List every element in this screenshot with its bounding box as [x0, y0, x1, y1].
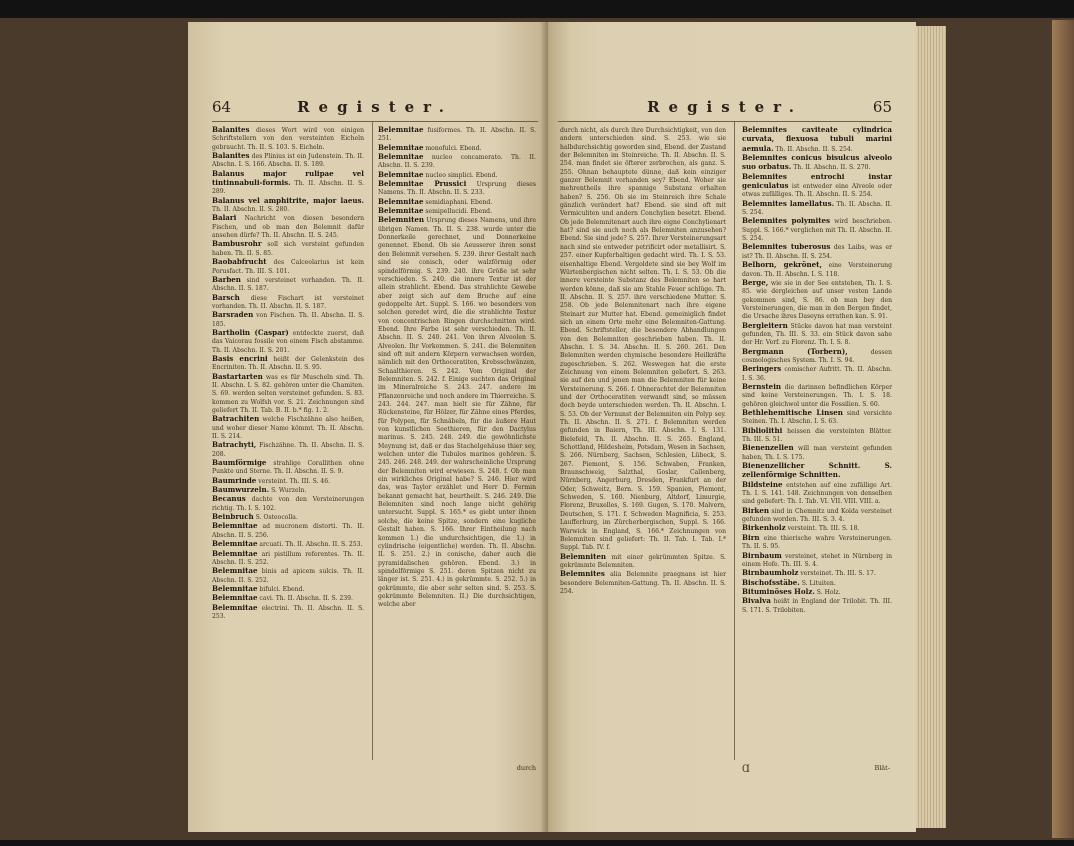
entry-text: eine Versteinerung davon. Th. II. Abschn. I. S. 118.	[742, 262, 892, 278]
entry-headword: Bituminöses Holz.	[742, 586, 815, 596]
entry-headword: Belemnitae	[212, 521, 258, 531]
index-column-left-2	[378, 126, 536, 610]
entry-text: mit einer gekrümmten Spitze. S. gekrümmte Belemniten.	[560, 553, 726, 569]
left-page-header	[212, 98, 538, 122]
entry-text: binis ad apicem sulcis. Th. II. Abschn. II. S. 252.	[212, 568, 364, 584]
index-entry	[212, 459, 364, 477]
index-entry	[742, 524, 892, 533]
entry-headword: Belemnites lamellatus.	[742, 198, 835, 208]
entry-headword: Birkenholz	[742, 523, 786, 533]
entry-headword: Belemnitae	[212, 593, 258, 603]
entry-headword: Basis encrini	[212, 353, 268, 363]
index-entry	[212, 567, 364, 585]
entry-headword: Bernstein	[742, 381, 782, 391]
entry-headword: Bienenzellicher Schnitt. S. zellenförmige Schnitten.	[742, 461, 892, 480]
entry-text: electrini. Th. II. Abschn. II. S. 253.	[212, 604, 364, 620]
index-column-right-2	[742, 126, 892, 615]
entry-text: heissen die versteinten Blätter. Th. III. S. 51.	[742, 427, 892, 444]
index-entry	[212, 550, 364, 568]
entry-text: heißt in England der Trilobit. Th. III. S. 171. S. Trilobiten.	[742, 598, 892, 614]
index-entry	[378, 126, 536, 144]
index-entry	[742, 154, 892, 173]
entry-text: sind in Chemnitz und Kolda versteinet gefunden worden. Th. III. S. 3. 4.	[742, 507, 892, 524]
index-entry	[742, 597, 892, 615]
index-entry	[212, 276, 364, 294]
index-entry	[212, 373, 364, 416]
entry-text: versteint. Th. III. S. 18.	[787, 525, 860, 533]
index-entry	[212, 197, 364, 215]
entry-text: nucleo simplici. Ebend.	[425, 171, 498, 179]
entry-headword: Beinbruch	[212, 512, 254, 522]
entry-headword: Baumrinde	[212, 475, 257, 485]
entry-headword: Batrachyti,	[212, 440, 257, 450]
entry-text: ad mucronem distorti. Th. II. Abschn. II. S. 256.	[212, 523, 365, 539]
entry-headword: Birken	[742, 505, 770, 515]
entry-text: Fischzähne. Th. II. Abschn. II. S. 208.	[212, 442, 365, 458]
header-rule	[558, 121, 892, 122]
running-head: Register.	[647, 98, 803, 116]
entry-text: durch nicht, als durch ihre Durchsichtigkeit, von den andern unterschieden sind. S. 253. wie sie halbdurchsichtig geworden sind, Ebend. der Zustand der Belemniten im Steinreiche. Th. II. Abschn. II. S. 254. man findet sie öfterer zerbrochen, als ganz. S. 255. Ohnan behauptete dünne, daß kein einziger ganzer Belemnit vorhanden sey? Ebend. Woher sie mehrentheils ihre spannige Substanz erhalten haben? S. 256. Ob sie im Steinreich ihre Schale gänzlich verändert hat? Ebend. sie sind oft mit Vermiculiten und andern Conchylien besetzt. Ebend. Ob jede Belemnitenart auch ihre eigne Conchylienart hat? sind sie auch noch als Belemniten anzusehen? Ebend. Sie sind jede? S. 257. Ihrer Versteinerungsart nach sind sie entweder petrificirt oder metallisirt. S. 257. einer Kupferhaltigen gedacht wird. Th. I. S. 53. eisenhaltige Ebend. Vergoldete sind sie bey Wolf im Würtenbergischen nicht selten. Th. I. S. 53. Ob die innere versteinte Substanz des Belemniten so hart werden könne, daß sie am Stahle Feuer schlüge. Th. II. Abschn. II. S. 257. ihre verschiedene Mutter. S. 258. Ob jede Belemnitenart nach ihre eigene Steinart zur Mutter hat. Ebend. gemeiniglich findet sich an einem Orte mehr eine Belemniten-Gattung. Ebend. Schriftsteller, die besondere Abhandlungen von den Belemniten geschrieben haben. Th. II. Abschn. I. S. 34. Abschn. II. S. 260. 261. Den Belemniten werden chymische besondere Heilkräfte zugeschrieben. S. 262. Weswegen hat die erste Zeichnung von einem Belemniten geliefert. S. 263. sie auf den und jenen man die Belemniten für keine Versteinerung. S. 266. f. Ohnerachtet der Belemniten und der Orthoceratiten verwandt sind, so müssen doch beyde unterschieden werden. Th. II. Abschn. I. S. 53. Ob der Vernunst der Belemniten ein Polyp sey. Th. II. Abschn. II. S. 271. f. Belemniten werden gefunden in Baiern, Th. III. Abschn. I. S. 131. Bielefeld, Th. II. Abschn. II. S. 265. England, Schottland, Hildesheim, Potsdam, Wesen in Sachsen, S. 266. Nürnberg, Sachsen, Schlesien, Lübeck, S. 267. Piemont, S. 156. Schwaben, Franken, Braunschweig, Salzthal, Goslar, Callenberg, Nürnberg, Angerburg, Dresden, Frankfurt an der Oder, Schweitz, Bern. S. 159. Spanien, Piemont, Schweden, S. 160. Nienburg, Altdorf, Limurgie, Florenz, Bruxelles, S. 169. Gugen, S. 170. Malvern, Deutschen, S. 171. f. Schweden Magnificia, S. 253. Laufferburg, im Zürcherbergischen, Suppl. S. 166. Warwick in England, S. 166.* Zeichnungen von Belemniten sind geliefert: Th. II. Tab. I. Tab. I.* Suppl. Tab. IV. f.	[560, 127, 726, 552]
entry-headword: Barsraden	[212, 310, 254, 320]
entry-headword: Beringers	[742, 364, 782, 374]
entry-headword: Belemnitae	[378, 152, 424, 162]
entry-text: sind versteinet vorhanden. Th. II. Abschn. II. S. 187.	[212, 276, 364, 293]
index-entry	[212, 214, 364, 240]
index-entry	[212, 355, 364, 373]
entry-headword: Barsch	[212, 292, 240, 302]
entry-headword: Barben	[212, 274, 241, 284]
entry-text: fusiformes. Th. II. Abschn. II. S. 251.	[378, 127, 537, 143]
index-entry	[212, 441, 364, 459]
entry-headword: Birn	[742, 532, 760, 542]
entry-headword: Balari	[212, 213, 237, 223]
index-entry	[212, 415, 364, 441]
entry-text: S. Holz.	[816, 588, 841, 596]
index-entry	[212, 152, 364, 170]
index-entry	[742, 552, 892, 570]
page-number: 64	[212, 98, 232, 116]
entry-text: versteint. Th. III. S. 46.	[258, 477, 331, 485]
page-number: 65	[872, 98, 892, 116]
entry-text: Ursprung dieses Namens. Th. II. Abschn. II. S. 233.	[378, 181, 537, 197]
entry-text: dachte von den Versteinerungen richtig. Th. I. S. 102.	[212, 496, 365, 512]
entry-headword: Belemnites conicus bisulcus alveolo suo orbatus.	[742, 153, 892, 172]
index-entry	[212, 329, 364, 355]
entry-text: des Calceolarius ist kein Porusfact. Th. III. S. 101.	[212, 259, 364, 275]
index-entry	[212, 240, 364, 258]
entry-text: wird beschrieben. Suppl. S. 166.* verglichen mit Th. II. Abschn. II. S. 254.	[742, 218, 893, 243]
entry-headword: Belemnites tuberosus	[742, 242, 831, 252]
index-entry	[742, 462, 892, 481]
index-entry	[742, 322, 892, 348]
index-entry	[560, 570, 726, 596]
entry-headword: Belemnites	[560, 569, 605, 579]
index-entry	[378, 216, 536, 609]
entry-headword: Belemnitae	[212, 539, 258, 549]
index-entry	[212, 311, 364, 329]
entry-headword: Belemnites polymites	[742, 216, 830, 226]
entry-text: diese Fischart ist versteinet vorhanden. Th. II. Abschn. II. S. 187.	[212, 294, 364, 310]
index-entry	[742, 365, 892, 383]
index-entry	[742, 279, 892, 322]
entry-text: versteinet, stehet in Nürnberg in einem Hofe. Th. III. S. 4.	[742, 552, 892, 568]
entry-headword: Birnbaum	[742, 550, 782, 560]
index-entry	[742, 126, 892, 154]
entry-text: semidiaphani. Ebend.	[425, 198, 493, 206]
entry-headword: Belemnitae	[378, 125, 424, 134]
index-entry	[212, 170, 364, 197]
entry-text: S. Osteocolla.	[255, 514, 298, 522]
entry-headword: Belemniten	[378, 215, 425, 225]
index-entry	[212, 604, 364, 622]
entry-text: monofulci. Ebend.	[425, 144, 482, 152]
index-entry	[560, 553, 726, 571]
entry-text: comischer Aufritt. Th. II. Abschn. I. S. 36.	[742, 366, 892, 382]
entry-text: S. Wurzeln.	[271, 487, 307, 495]
header-rule	[212, 121, 538, 122]
entry-text: arcuati. Th. II. Abschn. II. S. 253.	[259, 541, 363, 549]
left-page	[188, 22, 548, 832]
index-entry	[742, 173, 892, 200]
catchword: Blät-	[874, 764, 890, 772]
entry-text: des Laibs, was er ist? Th. II. Abschn. II. S. 254.	[742, 244, 892, 260]
entry-text: eine thierische wahre Versteinerungen. Th. II. S. 95.	[742, 534, 892, 551]
entry-text: strahlige Corallithen ohne Punkte und Sterne. Th. II. Abschn. II. S. 9.	[212, 460, 364, 476]
entry-text: Th. II. Abschn. II. S. 254.	[775, 145, 853, 153]
entry-headword: Bambusrohr	[212, 239, 262, 249]
book-cover-edge	[1052, 20, 1074, 838]
index-entry	[212, 126, 364, 152]
entry-headword: Becanus	[212, 494, 246, 504]
entry-headword: Belemnites entrochi instar geniculatus	[742, 171, 892, 191]
index-entry	[742, 507, 892, 525]
entry-text: versteinet. Th. III. S. 17.	[800, 570, 876, 578]
entry-headword: Belemnitae	[378, 206, 424, 216]
index-entry	[742, 534, 892, 552]
entry-headword: Belemnitae	[212, 548, 258, 558]
entry-headword: Bivalva	[742, 596, 771, 606]
entry-headword: Bethlehemitische Linsen	[742, 408, 843, 417]
entry-text: welche Fischzähne also heißen, und woher dieser Name kömmt. Th. II. Abschn. II. S. 214.	[212, 416, 364, 441]
right-page	[548, 22, 916, 832]
entry-text: wie sie in der See entstehen, Th. I. S. 85. wie dergleichen auf unser vesten Lande gekommen sind, S. 86. ob man bey den Versteinerungen, die man in den Bergen findet, die Ursache ihres Daseyns errathen kan. S. 91.	[742, 279, 893, 321]
entry-headword: Bergleitern	[742, 320, 788, 330]
entry-text: S. Lituiten.	[801, 579, 836, 587]
index-entry	[742, 383, 892, 409]
entry-text: sind versichte Steinen. Th. I. Abschn. I. S. 63.	[742, 410, 893, 426]
entry-headword: Bildsteine	[742, 479, 783, 489]
entry-text: soll sich versteint gefunden haben. Th. II. S. 85.	[212, 241, 364, 257]
column-rule	[734, 122, 735, 760]
index-entry	[742, 444, 892, 462]
index-entry	[742, 409, 892, 427]
entry-text: Th. II. Abschn. II. S. 289.	[212, 180, 365, 196]
signature-mark: Ɑ	[742, 764, 750, 775]
entry-headword: Belemnitae	[378, 142, 424, 152]
index-entry	[212, 294, 364, 312]
entry-headword: Balanus vel amphitrite, major laeus.	[212, 195, 364, 205]
entry-headword: Belemnitae	[212, 602, 258, 612]
entry-headword: Belemnitae	[212, 566, 258, 576]
entry-headword: Baumwurzeln.	[212, 485, 270, 495]
index-entry	[742, 261, 892, 279]
entry-headword: Bergmann (Torbern),	[742, 346, 848, 356]
entry-text: des Plinius ist ein Judenstein. Th. II. Abschn. I. S. 166. Abschn. II. S. 189.	[212, 153, 364, 169]
index-entry	[742, 427, 892, 445]
entry-text: semipellucidi. Ebend.	[425, 208, 493, 216]
entry-text: alia Belemnite praegnans ist hier besondere Belemniten-Gattung. Th. II. Abschn. II. S. 254.	[560, 571, 726, 595]
entry-headword: Bischofsstäbe.	[742, 577, 800, 587]
entry-text: Nachricht von diesen besondern Fischen, und ob man den Belemnit dafür ansehen dürfe? Th. II. Abschn. II. S. 245.	[212, 215, 364, 240]
entry-headword: Bartholin (Caspar)	[212, 327, 289, 337]
running-head: Register.	[297, 98, 453, 116]
entry-headword: Bienenzellen	[742, 443, 794, 453]
entry-headword: Belhorn, gekrönet,	[742, 260, 822, 270]
page-fore-edge	[916, 26, 946, 828]
entry-headword: Baumförmige	[212, 458, 267, 468]
entry-text: was es für Muscheln sind. Th. II. Abschn. I. S. 82. gehören unter die Chamiten. S. 69. werden selten versteinet gefunden. S. 83. kommen zu Wolfsh vor. S. 21. Zeichnungen sind geliefert Th. II. Tab. B. II. b.* fig. 1. 2.	[212, 373, 364, 414]
right-page-header	[558, 98, 892, 122]
entry-headword: Belemnitae	[378, 169, 424, 179]
column-rule	[372, 122, 373, 760]
index-column-right-1	[560, 126, 726, 596]
index-entry	[742, 348, 892, 366]
entry-text: dieses Wort wird von einigen Schriftstellern von den versteinten Eicheln gebraucht. Th. II. S. 103. S. Eicheln.	[212, 127, 364, 151]
entry-text: dessen cosmologisches System. Th. I. S. 94.	[742, 348, 892, 364]
entry-text: ari pistillum referentes. Th. II. Abschn. II. S. 252.	[212, 550, 365, 566]
entry-headword: Balanus major rulipae vel tintinnabuli-formis.	[212, 168, 364, 188]
index-entry	[212, 522, 364, 540]
index-column-left-1	[212, 126, 364, 621]
entry-text: Ursprung dieses Namens, und ihre übrigen Namen. Th. II. S. 238. wurde unter die Donnerkeile gerechnet, und Donnerkeine genennet. Ebend. Ob sie Aeusserer ihren sonst den Belemnit versehen. S. 239. ihrer Gestalt nach sind sie conisch, oder walzförmig oder spindelförmig. S. 239. 240. ihre Größe ist sehr verschieden. S. 240. die innere Textur ist der allein strahlicht. Ebend. Das strahlichte Gewebe aber zeigt sich auf dem Bruche auf eine gedoppelte Art. Suppl. S. 166. wo besonders von solchen geredet wird, die die strahlichte Textur von concentrischen Ringen durchschnitten wird. Ebend. Ihre Farbe ist sehr verschieden. Th. II. Abschn. II. S. 240. 241. Von ihren Alveolen S. Alveolen. Ihr Vorkommen. S. 241. die Belemniten sind oft mit andern Körpern verwachsen worden, nämlich mit den Orthoceratiten, Krebsschwänzen, Schaalthieren. S. 242. Vom Original der Belemniten. S. 242. f. Einige suchten das Original im Mineralreiche S. 243. 247. andere im Pflanzenreiche und noch andere im Thierreiche. S. 243. 244. 247. man hielt sie für Zähne, für Rückensteine, für Hölzer, für Zähne eines Pferdes, für Polypen, für Schnäbeln, für die äußere Haut von kunstlichen Seethieren, für den Dactylus marinus. S. 245. 248. 249. die gewöhnlichste Meynung ist, daß er das Stachelgehäuse thier sey, welchen unter die Tubulos marinos gehören. S. 245. 246. 248. 249. der wahrscheinliche Ursprung der Belemniten wird erwiesen. S. 248. f. Ob man ein wirkliches Original habe? S. 246. Hier wird das, was Taylor erzählet und Herr D. Fermin bekannt gemacht hat, beurtheilt. S. 246. 249. Die Belemniten sind noch lange nicht gehörig untersucht. Suppl. S. 165.* es giebt unter ihnen solche, die keine Spitze, sondern eine kugliche Gestalt haben. S. 166. Ihrer Eintheilung nach kommen 1.) die undurchsichtigen, die 1.) in cylindrische (eigentliche) werden. Th. II. Abschn. II. S. 251. 2.) in conische, daher auch die pyramidalischen gehören. Ebend. 3.) in spindelförmige S. 251. deren Spitzen nicht zu länger ist. S. 251. 4.) in gekrümmte. S. 252. 5.) in gekrümmte, die aber sehr selten sind. S. 253. S. gekrümmte Belemniten. II.) Die durchsichtigen, welche aber	[378, 217, 537, 609]
entry-text: entstehen auf eine zufällige Art. Th. I. S. 141. 148. Zeichnungen von denselben sind geliefert: Th. I. Tab. VI. VII. VIII. VIII. a.	[742, 481, 893, 506]
entry-headword: Bibliolithi	[742, 425, 783, 435]
entry-text: von Fischen. Th. II. Abschn. II. S. 185.	[212, 312, 365, 328]
index-entry	[742, 217, 892, 243]
entry-headword: Belemnitae	[378, 196, 424, 206]
entry-headword: Belemnites caviteate cylindrica curvata, flexuosa tubuli marini aemula.	[742, 125, 892, 153]
entry-headword: Balanites	[212, 125, 250, 134]
entry-headword: Bastartarten	[212, 371, 263, 381]
entry-headword: Batrachiten	[212, 414, 260, 424]
entry-text: Th. II. Abschn. II. S. 280.	[212, 206, 290, 214]
entry-text: die darinnen befindlichen Körper sind keine Versteinerungen. Th. I. S. 18. gehören gleichwol unter die Fossilien. S. 60.	[742, 383, 892, 408]
entry-headword: Berge,	[742, 277, 769, 287]
index-entry	[742, 243, 892, 261]
entry-text: heißt der Gelenkstein des Encriniten. Th. II. Abschn. II. S. 95.	[212, 355, 364, 372]
entry-text: ist entweder eine Alveole oder etwas zufälliges. Th. II. Abschn. II. S. 254.	[742, 183, 893, 199]
entry-headword: Baobabfrucht	[212, 257, 267, 267]
entry-text: cavi. Th. II. Abschn. II. S. 239.	[259, 595, 353, 603]
entry-text: entdeckte zuerst, daß das Vaicorau fossile von einem Fisch abstamme. Th. II. Abschn. II. S. 201.	[212, 329, 364, 354]
entry-text: will man versteint gefunden haben, Th. I. S. 175.	[742, 445, 892, 461]
catchword: durch	[516, 764, 536, 772]
entry-headword: Birnbaumholz	[742, 568, 799, 578]
index-entry	[560, 126, 726, 553]
entry-text: Th. II. Abschn. II. S. 270.	[793, 164, 871, 172]
index-entry	[742, 200, 892, 218]
entry-text: nucleo concamerato. Th. II. Abschn. II. S. 239.	[378, 154, 536, 170]
entry-headword: Belemniten	[560, 551, 607, 561]
entry-text: bifulci. Ebend.	[259, 585, 305, 593]
entry-headword: Belemnitae Prussici	[378, 179, 467, 189]
index-entry	[378, 153, 536, 171]
index-entry	[212, 495, 364, 513]
index-entry	[212, 258, 364, 276]
index-entry	[378, 180, 536, 198]
entry-headword: Belemnitae	[212, 583, 258, 593]
entry-headword: Balanites	[212, 151, 250, 161]
index-entry	[742, 481, 892, 507]
entry-text: Stücke davon hat man versteint gefunden, Th. III. S. 33. ein Stück davon sahe der Hr. Verf. zu Florenz. Th. I. S. 8.	[742, 322, 893, 347]
entry-text: Th. II. Abschn. II. S. 254.	[742, 200, 892, 217]
